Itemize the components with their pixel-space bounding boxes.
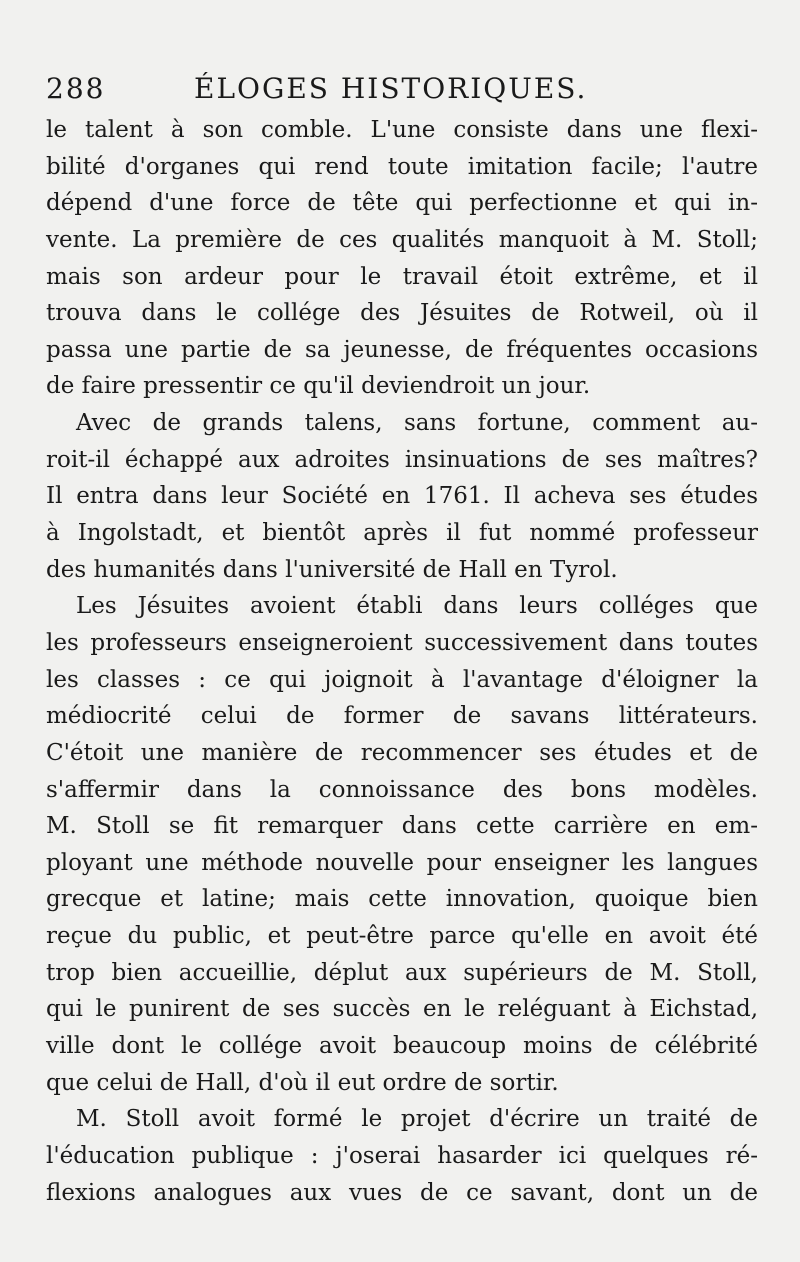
text-line: qui le punirent de ses succès en le reléguant à Eichstad, [46, 996, 758, 1023]
text-line: médiocrité celui de former de savans littérateurs. [46, 703, 758, 730]
running-head: ÉLOGES HISTORIQUES. [194, 72, 588, 105]
text-line: dépend d'une force de tête qui perfectionne et qui in- [46, 190, 758, 217]
text-line: bilité d'organes qui rend toute imitation facile; l'autre [46, 153, 758, 180]
text-line: les professeurs enseigneroient successivement dans toutes [46, 629, 758, 656]
text-line: à Ingolstadt, et bientôt après il fut nommé professeur [46, 520, 758, 547]
text-line: grecque et latine; mais cette innovation, quoique bien [46, 886, 758, 913]
text-line: vente. La première de ces qualités manquoit à M. Stoll; [46, 226, 758, 253]
text-line: flexions analogues aux vues de ce savant, dont un de [46, 1179, 758, 1206]
text-line: l'éducation publique : j'oserai hasarder ici quelques ré- [46, 1142, 758, 1169]
text-line: roit-il échappé aux adroites insinuations de ses maîtres? [46, 446, 758, 473]
page-number: 288 [46, 72, 106, 105]
text-line: M. Stoll avoit formé le projet d'écrire un traité de [76, 1106, 758, 1133]
text-line: Il entra dans leur Société en 1761. Il acheva ses études [46, 483, 758, 510]
body-text [46, 112, 758, 1211]
text-line: Avec de grands talens, sans fortune, comment au- [76, 410, 758, 437]
text-line: le talent à son comble. L'une consiste dans une flexi- [46, 117, 758, 143]
text-line: de faire pressentir ce qu'il deviendroit un jour. [46, 373, 591, 400]
text-line: M. Stoll se fit remarquer dans cette carrière en em- [46, 813, 758, 840]
text-line: passa une partie de sa jeunesse, de fréquentes occasions [46, 336, 758, 363]
text-line: Les Jésuites avoient établi dans leurs colléges que [76, 593, 758, 620]
text-line: s'affermir dans la connoissance des bons modèles. [46, 776, 758, 803]
page-header [46, 72, 756, 112]
text-line: les classes : ce qui joignoit à l'avantage d'éloigner la [46, 666, 758, 693]
text-line: que celui de Hall, d'où il eut ordre de sortir. [46, 1069, 559, 1096]
text-line: C'étoit une manière de recommencer ses études et de [46, 739, 758, 766]
text-line: ville dont le collége avoit beaucoup moins de célébrité [46, 1033, 758, 1060]
text-line: ployant une méthode nouvelle pour enseigner les langues [46, 849, 758, 876]
text-line: reçue du public, et peut-être parce qu'elle en avoit été [46, 923, 758, 950]
text-line: des humanités dans l'université de Hall en Tyrol. [46, 556, 618, 583]
text-line: trop bien accueillie, déplut aux supérieurs de M. Stoll, [46, 959, 758, 986]
text-line: mais son ardeur pour le travail étoit extrême, et il [46, 263, 758, 290]
text-line: trouva dans le collége des Jésuites de Rotweil, où il [46, 300, 758, 327]
